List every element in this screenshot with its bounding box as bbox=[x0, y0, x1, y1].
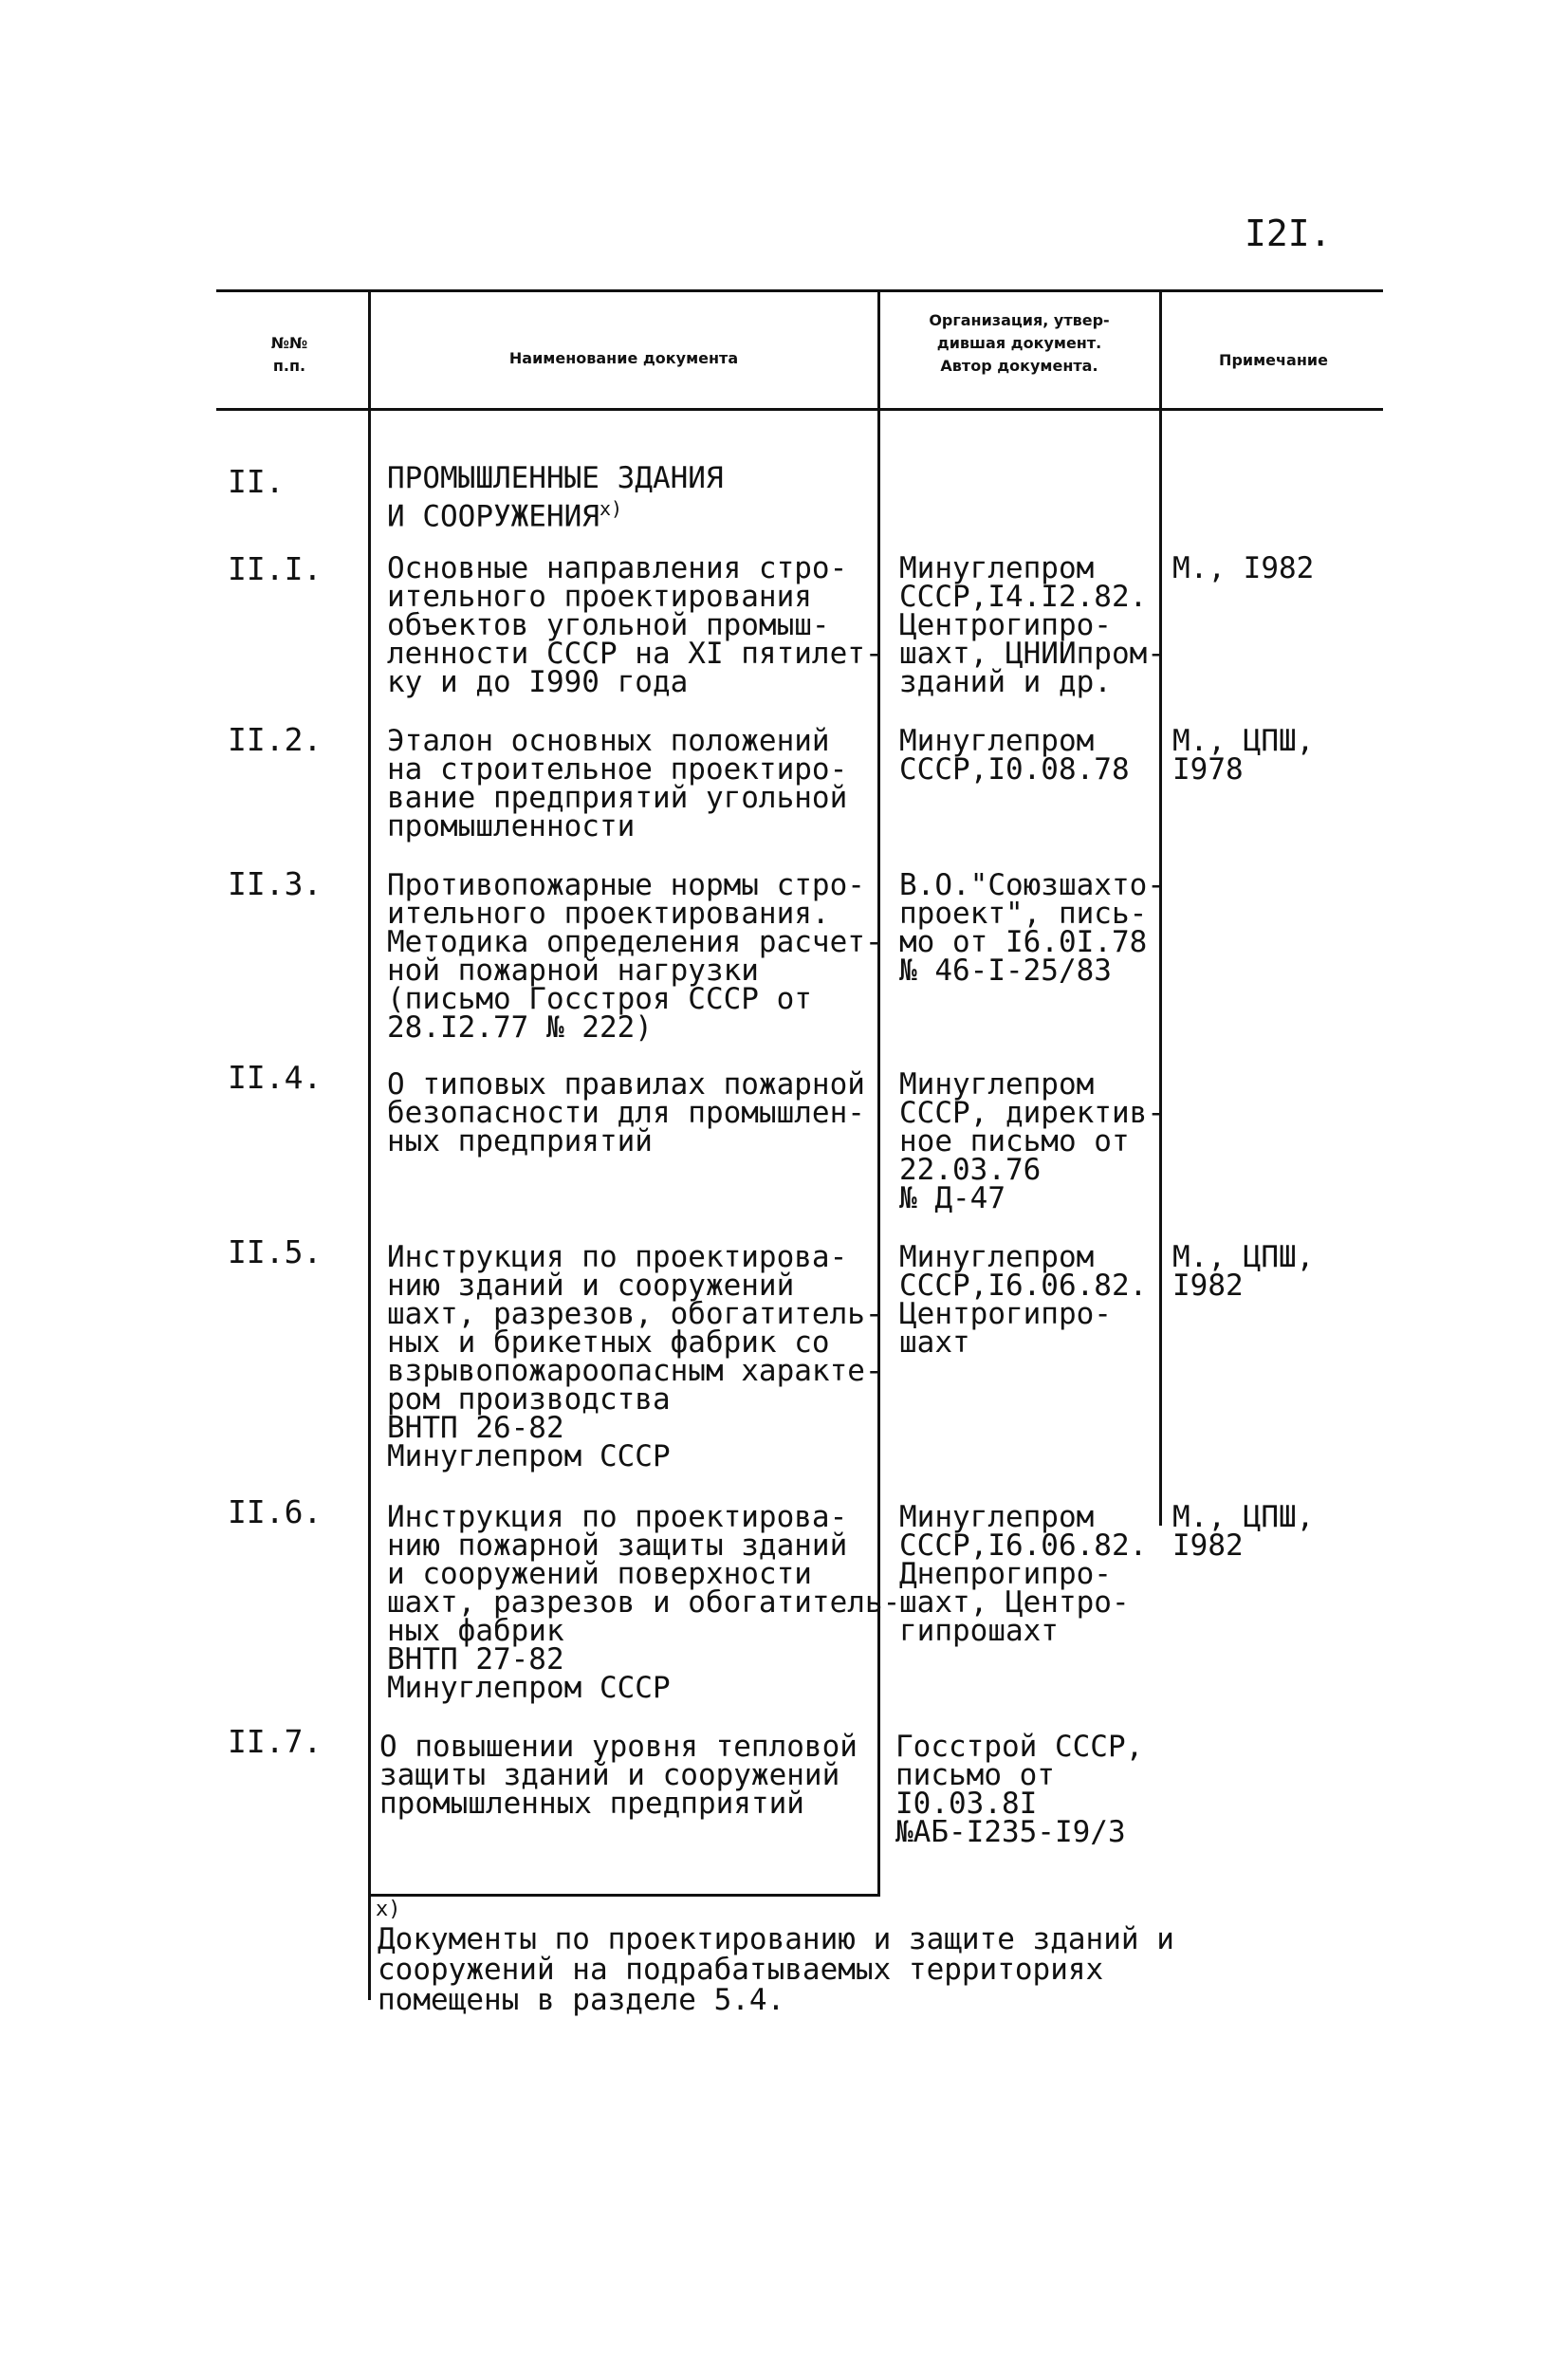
row-number: II.4. bbox=[228, 1059, 323, 1096]
header-col-note: Примечание bbox=[1219, 351, 1328, 369]
footnote-text: Документы по проектированию и защите зданий и сооружений на подрабатываемых территориях помещены в разделе 5.4. bbox=[378, 1922, 1174, 2017]
row-number: II.2. bbox=[228, 721, 323, 758]
row-number: II.5. bbox=[228, 1233, 323, 1270]
row-number: II.I. bbox=[228, 550, 323, 587]
row-document-name: Противопожарные нормы стро- ительного проектирования. Методика определения расчет- ной пожарной нагрузки (письмо Госстроя СССР от 28.I2.77 № 222) bbox=[387, 868, 883, 1045]
section-number: II. bbox=[228, 463, 285, 500]
row-note: М., ЦПШ, I982 bbox=[1172, 1500, 1315, 1563]
row-organization: В.О."Союзшахто- проект", пись- мо от I6.0I.78 № 46-I-25/83 bbox=[899, 868, 1165, 988]
row-number: II.3. bbox=[228, 865, 323, 902]
row-document-name: Инструкция по проектирова- нию зданий и сооружений шахт, разрезов, обогатитель- ных и брикетных фабрик со взрывопожароопасным характе- ром производства ВНТП 26-82 Минуглепром СССР bbox=[387, 1240, 883, 1473]
table-top-rule bbox=[216, 289, 1383, 292]
row-number: II.7. bbox=[228, 1723, 323, 1760]
row-number: II.6. bbox=[228, 1493, 323, 1530]
header-col-org: Организация, утвер- дившая документ. Автор документа. bbox=[929, 311, 1110, 375]
section-title bbox=[387, 461, 724, 534]
row-organization: Госстрой СССР, письмо от I0.03.8I №АБ-I235-I9/3 bbox=[895, 1730, 1144, 1849]
row-note: М., ЦПШ, I982 bbox=[1172, 1240, 1315, 1303]
footnote-mark: x) bbox=[376, 1898, 401, 1921]
row-document-name: Эталон основных положений на строительное проектиро- вание предприятий угольной промышленности bbox=[387, 724, 848, 843]
row-document-name: Основные направления стро- ительного проектирования объектов угольной промыш- ленности СССР на XI пятилет- ку и до I990 года bbox=[387, 551, 883, 699]
row-document-name: Инструкция по проектирова- нию пожарной защиты зданий и сооружений поверхности шахт, разрезов и обогатитель- ных фабрик ВНТП 27-82 Минуглепром СССР bbox=[387, 1500, 901, 1705]
section-title-text: ПРОМЫШЛЕННЫЕ ЗДАНИЯ И СООРУЖЕНИЯ bbox=[387, 461, 724, 534]
row-note: М., I982 bbox=[1172, 551, 1315, 585]
row-organization: Минуглепром СССР,I4.I2.82. Центрогипро- шахт, ЦНИИпром- зданий и др. bbox=[899, 551, 1165, 699]
header-col-num: №№ п.п. bbox=[270, 334, 308, 375]
row-organization: Минуглепром СССР, директив- ное письмо от 22.03.76 № Д-47 bbox=[899, 1067, 1165, 1215]
page-number: I2I. bbox=[1245, 213, 1332, 254]
row-document-name: О типовых правилах пожарной безопасности для промышлен- ных предприятий bbox=[387, 1067, 865, 1158]
section-footnote-mark: x) bbox=[599, 497, 623, 520]
header-col-name: Наименование документа bbox=[508, 349, 739, 367]
table-bottom-rule bbox=[368, 1894, 880, 1897]
row-organization: Минуглепром СССР,I6.06.82. Днепрогипро- шахт, Центро- гипрошахт bbox=[899, 1500, 1148, 1648]
row-organization: Минуглепром СССР,I0.08.78 bbox=[899, 724, 1130, 787]
row-organization: Минуглепром СССР,I6.06.82. Центрогипро- шахт bbox=[899, 1240, 1148, 1360]
row-document-name: О повышении уровня тепловой защиты зданий и сооружений промышленных предприятий bbox=[379, 1730, 858, 1821]
table-header-rule bbox=[216, 408, 1383, 411]
column-divider-name bbox=[368, 292, 371, 2000]
row-note: М., ЦПШ, I978 bbox=[1172, 724, 1315, 787]
